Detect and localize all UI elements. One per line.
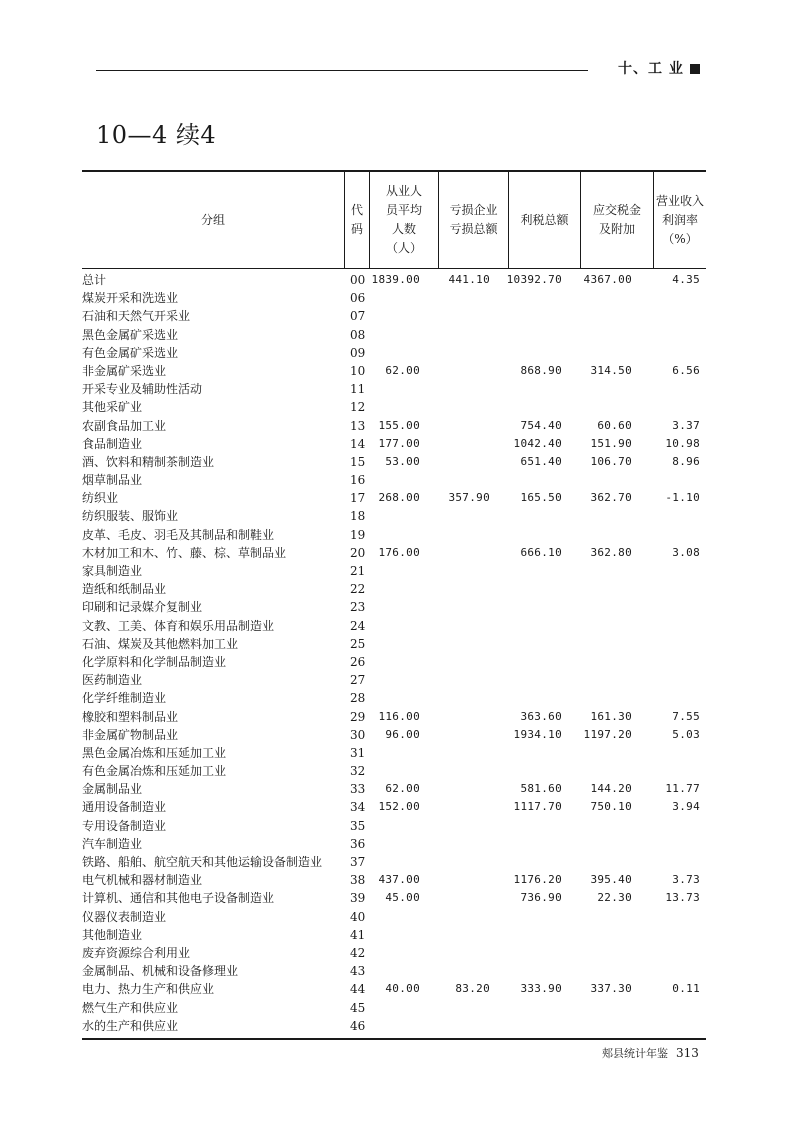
table-row bbox=[82, 962, 706, 980]
row-code: 18 bbox=[350, 509, 366, 524]
row-name: 纺织业 bbox=[82, 491, 119, 506]
table-row bbox=[82, 417, 706, 435]
table-row bbox=[82, 798, 706, 816]
row-code: 29 bbox=[350, 709, 366, 724]
row-code: 35 bbox=[350, 818, 366, 833]
row-profit-tax: 651.40 bbox=[520, 454, 562, 468]
row-profit-rate: 10.98 bbox=[665, 436, 700, 450]
table-row bbox=[82, 398, 706, 416]
table-row bbox=[82, 871, 706, 889]
table-row bbox=[82, 944, 706, 962]
row-name: 纺织服装、服饰业 bbox=[82, 509, 179, 524]
row-taxes-payable: 750.10 bbox=[590, 800, 632, 814]
column-header-loss: 亏损企业 亏损总额 bbox=[438, 172, 508, 268]
table-row bbox=[82, 562, 706, 580]
row-employees: 152.00 bbox=[378, 800, 420, 814]
row-profit-rate: 13.73 bbox=[665, 891, 700, 905]
table-row bbox=[82, 671, 706, 689]
row-name: 医药制造业 bbox=[82, 673, 143, 688]
section-title-text: 十、工 业 bbox=[618, 61, 684, 77]
row-code: 43 bbox=[350, 964, 366, 979]
row-name: 废弃资源综合利用业 bbox=[82, 945, 191, 960]
table-row bbox=[82, 1017, 706, 1035]
table-row bbox=[82, 780, 706, 798]
row-code: 21 bbox=[350, 564, 366, 578]
row-name: 食品制造业 bbox=[82, 436, 143, 451]
row-profit-tax: 10392.70 bbox=[506, 273, 562, 286]
row-code: 20 bbox=[350, 545, 366, 560]
row-profit-tax: 581.60 bbox=[520, 782, 562, 796]
row-code: 30 bbox=[350, 727, 366, 742]
row-code: 37 bbox=[350, 855, 366, 869]
table-row bbox=[82, 926, 706, 944]
row-profit-rate: 5.03 bbox=[672, 727, 700, 741]
table-row bbox=[82, 999, 706, 1017]
row-loss: 441.10 bbox=[448, 273, 490, 286]
table-title: 10—4 续4 bbox=[96, 121, 217, 149]
row-code: 36 bbox=[350, 836, 366, 851]
row-code: 32 bbox=[350, 764, 366, 779]
row-profit-rate: 3.73 bbox=[672, 873, 700, 887]
section-title bbox=[618, 58, 700, 78]
row-profit-rate: 3.94 bbox=[672, 800, 700, 814]
row-name: 烟草制品业 bbox=[82, 473, 143, 488]
row-name: 煤炭开采和洗选业 bbox=[82, 291, 179, 306]
row-name: 化学纤维制造业 bbox=[82, 691, 167, 706]
row-employees: 155.00 bbox=[378, 418, 420, 432]
row-code: 17 bbox=[350, 491, 366, 506]
table-row bbox=[82, 271, 706, 289]
row-name: 石油和天然气开采业 bbox=[82, 309, 191, 324]
row-taxes-payable: 314.50 bbox=[590, 363, 632, 377]
row-name: 专用设备制造业 bbox=[82, 818, 167, 833]
row-code: 07 bbox=[350, 309, 366, 324]
row-code: 38 bbox=[350, 873, 366, 888]
row-name: 有色金属冶炼和压延加工业 bbox=[82, 764, 227, 779]
row-taxes-payable: 4367.00 bbox=[583, 273, 632, 286]
black-square-icon bbox=[690, 64, 700, 74]
row-name: 铁路、船舶、航空航天和其他运输设备制造业 bbox=[82, 855, 323, 869]
row-profit-rate: 11.77 bbox=[665, 782, 700, 796]
table-row bbox=[82, 307, 706, 325]
row-code: 42 bbox=[350, 945, 366, 960]
row-code: 11 bbox=[350, 382, 366, 397]
row-code: 13 bbox=[350, 418, 366, 433]
row-name: 电气机械和器材制造业 bbox=[82, 873, 203, 888]
row-code: 23 bbox=[350, 600, 366, 615]
row-employees: 40.00 bbox=[385, 982, 420, 996]
row-code: 31 bbox=[350, 745, 366, 760]
row-name: 电力、热力生产和供应业 bbox=[82, 982, 215, 997]
row-profit-tax: 1117.70 bbox=[513, 800, 562, 814]
row-name: 橡胶和塑料制品业 bbox=[82, 709, 179, 724]
table-row bbox=[82, 817, 706, 835]
row-employees: 177.00 bbox=[378, 436, 420, 450]
row-taxes-payable: 144.20 bbox=[590, 782, 632, 796]
table-row bbox=[82, 653, 706, 671]
row-name: 其他采矿业 bbox=[82, 400, 143, 415]
row-code: 41 bbox=[350, 927, 366, 942]
column-header-group: 分组 bbox=[200, 212, 225, 227]
row-code: 19 bbox=[350, 527, 366, 542]
row-employees: 176.00 bbox=[378, 545, 420, 559]
row-code: 12 bbox=[350, 400, 366, 415]
row-employees: 116.00 bbox=[378, 709, 420, 723]
row-code: 44 bbox=[350, 982, 366, 997]
row-employees: 45.00 bbox=[385, 891, 420, 905]
page-footer bbox=[602, 1045, 699, 1061]
row-name: 造纸和纸制品业 bbox=[82, 582, 167, 597]
table-row bbox=[82, 853, 706, 871]
row-taxes-payable: 106.70 bbox=[590, 454, 632, 468]
table-row bbox=[82, 617, 706, 635]
row-code: 15 bbox=[350, 454, 366, 469]
row-code: 28 bbox=[350, 691, 366, 706]
row-name: 酒、饮料和精制茶制造业 bbox=[82, 454, 215, 469]
row-profit-tax: 736.90 bbox=[520, 891, 562, 905]
page-number: 313 bbox=[676, 1046, 699, 1060]
row-code: 27 bbox=[350, 673, 366, 688]
row-code: 09 bbox=[350, 345, 366, 360]
table-body bbox=[82, 269, 706, 1040]
row-code: 25 bbox=[350, 636, 366, 651]
row-name: 印刷和记录媒介复制业 bbox=[82, 600, 203, 615]
row-taxes-payable: 362.80 bbox=[590, 545, 632, 559]
row-name: 金属制品、机械和设备修理业 bbox=[82, 964, 239, 979]
table-row bbox=[82, 344, 706, 362]
row-taxes-payable: 362.70 bbox=[590, 491, 632, 505]
row-taxes-payable: 151.90 bbox=[590, 436, 632, 450]
header-rule bbox=[96, 70, 588, 71]
table-row bbox=[82, 544, 706, 562]
table-row bbox=[82, 908, 706, 926]
row-employees: 96.00 bbox=[385, 727, 420, 741]
column-header-taxes-payable: 应交税金 及附加 bbox=[580, 172, 653, 268]
table-row bbox=[82, 580, 706, 598]
row-name: 总计 bbox=[82, 273, 107, 287]
row-taxes-payable: 1197.20 bbox=[583, 727, 632, 741]
row-profit-tax: 1042.40 bbox=[513, 436, 562, 450]
row-code: 06 bbox=[350, 291, 366, 306]
row-name: 文教、工美、体育和娱乐用品制造业 bbox=[82, 618, 275, 633]
row-code: 40 bbox=[350, 909, 366, 924]
row-profit-tax: 363.60 bbox=[520, 709, 562, 723]
row-loss: 83.20 bbox=[455, 982, 490, 996]
table-row bbox=[82, 762, 706, 780]
table-row bbox=[82, 507, 706, 525]
row-profit-tax: 666.10 bbox=[520, 545, 562, 559]
row-code: 33 bbox=[350, 782, 366, 797]
row-profit-tax: 868.90 bbox=[520, 363, 562, 377]
row-name: 黑色金属冶炼和压延加工业 bbox=[82, 745, 227, 760]
table-row bbox=[82, 471, 706, 489]
row-taxes-payable: 22.30 bbox=[597, 891, 632, 905]
row-code: 34 bbox=[350, 800, 366, 815]
row-name: 有色金属矿采选业 bbox=[82, 345, 179, 360]
row-profit-rate: 6.56 bbox=[672, 363, 700, 377]
row-name: 计算机、通信和其他电子设备制造业 bbox=[82, 891, 275, 906]
row-code: 24 bbox=[350, 618, 366, 633]
yearbook-name: 郏县统计年鉴 bbox=[602, 1047, 668, 1060]
row-employees: 53.00 bbox=[385, 454, 420, 468]
row-profit-rate: 3.37 bbox=[672, 418, 700, 432]
table-row bbox=[82, 526, 706, 544]
row-name: 汽车制造业 bbox=[82, 836, 143, 851]
row-code: 26 bbox=[350, 654, 366, 669]
column-header-profit-rate: 营业收入 利润率 （%） bbox=[653, 172, 706, 268]
row-name: 皮革、毛皮、羽毛及其制品和制鞋业 bbox=[82, 527, 275, 542]
table-row bbox=[82, 708, 706, 726]
row-profit-tax: 165.50 bbox=[520, 491, 562, 505]
row-employees: 268.00 bbox=[378, 491, 420, 505]
row-code: 22 bbox=[350, 582, 366, 597]
column-header-profit-tax: 利税总额 bbox=[508, 172, 580, 268]
table-row bbox=[82, 362, 706, 380]
row-name: 水的生产和供应业 bbox=[82, 1018, 179, 1033]
row-code: 16 bbox=[350, 473, 366, 488]
row-loss: 357.90 bbox=[448, 491, 490, 505]
row-profit-rate: 7.55 bbox=[672, 709, 700, 723]
row-name: 化学原料和化学制品制造业 bbox=[82, 654, 227, 669]
row-name: 仪器仪表制造业 bbox=[82, 909, 167, 924]
table-row bbox=[82, 289, 706, 307]
row-name: 燃气生产和供应业 bbox=[82, 1000, 179, 1015]
table-header bbox=[82, 170, 706, 269]
row-code: 10 bbox=[350, 363, 366, 378]
table-row bbox=[82, 598, 706, 616]
row-profit-tax: 1934.10 bbox=[513, 727, 562, 741]
row-code: 08 bbox=[350, 327, 366, 342]
row-name: 通用设备制造业 bbox=[82, 800, 167, 815]
row-profit-tax: 754.40 bbox=[520, 418, 562, 432]
table-row bbox=[82, 889, 706, 907]
table-row bbox=[82, 453, 706, 471]
statistics-table bbox=[82, 170, 706, 1040]
row-taxes-payable: 337.30 bbox=[590, 982, 632, 996]
row-name: 家具制造业 bbox=[82, 564, 143, 578]
row-profit-rate: 3.08 bbox=[672, 545, 700, 559]
table-row bbox=[82, 835, 706, 853]
row-employees: 437.00 bbox=[378, 873, 420, 887]
table-row bbox=[82, 980, 706, 998]
column-header-employees: 从业人 员平均 人数 （人） bbox=[369, 172, 438, 268]
row-employees: 1839.00 bbox=[371, 273, 420, 286]
table-row bbox=[82, 744, 706, 762]
row-name: 非金属矿物制品业 bbox=[82, 727, 179, 742]
row-profit-tax: 1176.20 bbox=[513, 873, 562, 887]
row-code: 45 bbox=[350, 1000, 366, 1015]
table-row bbox=[82, 435, 706, 453]
row-taxes-payable: 395.40 bbox=[590, 873, 632, 887]
row-taxes-payable: 60.60 bbox=[597, 418, 632, 432]
table-row bbox=[82, 489, 706, 507]
column-header-code: 代 码 bbox=[344, 172, 369, 268]
row-name: 黑色金属矿采选业 bbox=[82, 327, 179, 342]
row-name: 石油、煤炭及其他燃料加工业 bbox=[82, 636, 239, 651]
row-code: 00 bbox=[350, 273, 366, 287]
row-code: 14 bbox=[350, 436, 366, 451]
row-name: 其他制造业 bbox=[82, 927, 143, 942]
row-code: 46 bbox=[350, 1018, 366, 1033]
row-profit-rate: 8.96 bbox=[672, 454, 700, 468]
row-employees: 62.00 bbox=[385, 782, 420, 796]
row-name: 木材加工和木、竹、藤、棕、草制品业 bbox=[82, 545, 287, 560]
row-employees: 62.00 bbox=[385, 363, 420, 377]
row-code: 39 bbox=[350, 891, 366, 906]
table-row bbox=[82, 689, 706, 707]
table-row bbox=[82, 380, 706, 398]
row-name: 非金属矿采选业 bbox=[82, 363, 167, 378]
row-profit-rate: -1.10 bbox=[665, 491, 700, 505]
row-name: 开采专业及辅助性活动 bbox=[82, 382, 203, 397]
row-profit-rate: 4.35 bbox=[672, 273, 700, 286]
row-profit-tax: 333.90 bbox=[520, 982, 562, 996]
table-row bbox=[82, 726, 706, 744]
row-name: 金属制品业 bbox=[82, 782, 143, 797]
table-row bbox=[82, 326, 706, 344]
row-taxes-payable: 161.30 bbox=[590, 709, 632, 723]
row-profit-rate: 0.11 bbox=[672, 982, 700, 996]
row-name: 农副食品加工业 bbox=[82, 418, 167, 433]
table-row bbox=[82, 635, 706, 653]
